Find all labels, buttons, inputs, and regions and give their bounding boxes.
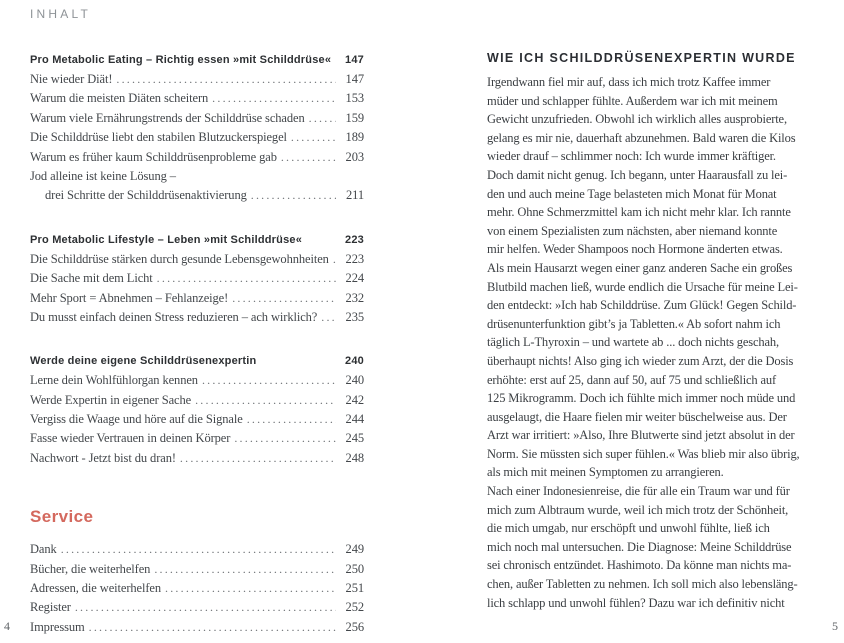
toc-entry-label: Fasse wieder Vertrauen in deinen Körper (30, 431, 231, 446)
dot-leader (154, 562, 336, 577)
toc-entry-label: Die Schilddrüse liebt den stabilen Blutzuckerspiegel (30, 130, 287, 145)
body-line: Irgendwann fiel mir auf, dass ich mich trotz Kaffee immer (487, 75, 771, 89)
body-line: chen, außer Tabletten zu nehmen. Ich soll mich also lebensläng- (487, 577, 798, 592)
toc-entry[interactable] (30, 600, 364, 619)
toc-entry-label: Adressen, die weiterhelfen (30, 581, 162, 596)
toc-section-title: Pro Metabolic Eating – Richtig essen »mit Schilddrüse« (30, 54, 332, 66)
body-line: erhöhte: erst auf 25, dann auf 50, auf 75 und schließlich auf (487, 372, 777, 387)
body-line: Norm. Sie müssten sich super fühlen.« Was blieb mir also übrig, (487, 446, 800, 461)
body-line: die mich umgab, nur erschöpft und unwohl fühlte, ließ ich (487, 521, 770, 536)
body-line: gelang es mir nie, dauerhaft abzunehmen. Bald waren die Kilos (487, 130, 796, 145)
toc-entry-page-number: 223 (345, 251, 364, 266)
toc-entry-label: Impressum (30, 619, 85, 634)
body-line: mehr. Ohne Schmerzmittel kam ich nicht mehr klar. Ich rannte (487, 205, 791, 220)
toc-entry-label: Jod alleine ist keine Lösung – (30, 168, 176, 183)
toc-section (30, 234, 364, 330)
toc-entry-label: Nachwort - Jetzt bist du dran! (30, 450, 176, 465)
body-line: von einem Spezialisten zum nächsten, aber niemand konnte (487, 223, 778, 238)
dot-leader (157, 271, 336, 286)
dot-leader (281, 150, 336, 165)
toc-entry-page-number: 252 (345, 600, 364, 615)
toc-entry-label: drei Schritte der Schilddrüsenaktivierung (45, 188, 247, 203)
dot-leader (61, 542, 336, 557)
toc-entry-page-number: 189 (345, 130, 364, 145)
toc-entry-label: Werde Expertin in eigener Sache (30, 392, 192, 407)
toc-entry[interactable] (30, 150, 364, 169)
toc-entry[interactable] (30, 562, 364, 581)
dot-leader (291, 130, 336, 145)
toc-entry[interactable] (30, 393, 364, 412)
toc-entry-page-number: 224 (345, 271, 364, 286)
body-line: müder und schlapper fühlte. Außerdem war ich mit meinem (487, 93, 778, 108)
toc-entry-label: Warum es früher kaum Schilddrüsenprobleme gab (30, 149, 277, 164)
body-line: täglich L-Thyroxin – und wartete ab ... doch nichts geschah, (487, 335, 779, 350)
dot-leader (75, 600, 336, 615)
toc-entry[interactable] (30, 188, 364, 207)
body-line: Als mein Hausarzt wegen einer ganz anderen Sache ein großes (487, 260, 793, 275)
toc-entry[interactable] (30, 91, 364, 110)
toc-entry-page-number: 235 (345, 309, 364, 324)
toc-entry-label: Nie wieder Diät! (30, 72, 113, 86)
running-head-inhalt: INHALT (30, 7, 91, 21)
toc-entry-label: Mehr Sport = Abnehmen – Fehlanzeige! (30, 290, 229, 305)
dot-leader (116, 72, 336, 87)
chapter-title: WIE ICH SCHILDDRÜSENEXPERTIN WURDE (487, 51, 796, 65)
body-line: Gewicht unzufrieden. Obwohl ich wirklich alles ausprobierte, (487, 112, 787, 127)
body-line: Blutbild machen ließ, wurde endlich die Ursache für meine Lei- (487, 279, 798, 294)
toc-entry-page-number: 147 (345, 72, 364, 86)
toc-section-title: Werde deine eigene Schilddrüsenexpertin (30, 355, 257, 368)
toc-entry-label: Warum viele Ernährungstrends der Schilddrüse schaden (30, 110, 305, 125)
toc-entry-page-number: 211 (346, 188, 364, 203)
toc-entry[interactable] (30, 310, 364, 329)
toc-entry-label: Die Sache mit dem Licht (30, 271, 153, 286)
dot-leader (180, 451, 336, 466)
dot-leader (321, 310, 336, 325)
body-line: Arzt war irritiert: »Also, Ihre Blutwerte sind jetzt absolut in der (487, 428, 795, 443)
toc-entry-page-number: 249 (345, 542, 364, 557)
toc-entry-page-number: 203 (345, 149, 364, 164)
toc-section-heading (30, 355, 364, 367)
toc-entry[interactable] (30, 412, 364, 431)
body-line: 125 Mikrogramm. Doch ich fühlte mich immer noch müde und (487, 391, 796, 406)
body-line: lich schlapp und unwohl fühlen? Dazu war ich definitiv nicht (487, 595, 785, 610)
toc-entry-page-number: 250 (345, 561, 364, 576)
table-of-contents (30, 54, 364, 639)
toc-section-page-number: 240 (345, 355, 364, 368)
toc-entry-page-number: 248 (345, 450, 364, 465)
toc-entry[interactable] (30, 451, 364, 470)
body-line: den und auch meine Tage belasteten mich Monat für Monat (487, 186, 777, 201)
body-line: mich zum Albtraum wurde, weil ich mich trotz der Schönheit, (487, 502, 789, 517)
toc-entry[interactable] (30, 130, 364, 149)
page-number-left: 4 (4, 619, 10, 633)
toc-entry-label: Die Schilddrüse stärken durch gesunde Lebensgewohnheiten (30, 251, 329, 266)
toc-entry[interactable] (30, 252, 364, 271)
toc-entry[interactable] (30, 581, 364, 600)
body-line: überhaupt nichts! Also ging ich wieder zum Arzt, der die Dosis (487, 353, 794, 368)
toc-entry-page-number: 242 (345, 392, 364, 407)
toc-entry-label: Warum die meisten Diäten scheitern (30, 91, 209, 106)
toc-entry-page-number: 232 (345, 290, 364, 305)
toc-entry-label: Bücher, die weiterhelfen (30, 561, 151, 576)
toc-entry-list (30, 373, 364, 470)
toc-entry[interactable] (30, 291, 364, 310)
toc-entry[interactable] (30, 72, 364, 91)
toc-entry[interactable] (30, 271, 364, 290)
toc-section (30, 54, 364, 208)
toc-section-page-number: 223 (345, 233, 364, 246)
toc-entry-page-number: 244 (345, 412, 364, 427)
toc-entry-label: Vergiss die Waage und höre auf die Signale (30, 412, 243, 427)
body-line: mich noch mal untersuchen. Die Diagnose: Meine Schilddrüse (487, 539, 792, 554)
toc-section-page-number: 147 (345, 54, 364, 66)
toc-section-heading (30, 234, 364, 246)
body-line: Doch damit nicht genug. Ich begann, unter Haarausfall zu lei- (487, 167, 788, 182)
toc-entry[interactable] (30, 542, 364, 561)
dot-leader (165, 581, 336, 596)
toc-entry-page-number: 240 (345, 373, 364, 388)
toc-entry-label: Du musst einfach deinen Stress reduzieren – ach wirklich? (30, 309, 318, 324)
toc-entry[interactable] (30, 373, 364, 392)
dot-leader (89, 620, 336, 635)
body-line: mir helfen. Weder Shampoos noch Hormone änderten etwas. (487, 242, 783, 257)
dot-leader (234, 431, 336, 446)
body-line: sei chronisch entzündet. Hashimoto. Da könne man nichts ma- (487, 558, 792, 573)
toc-entry-label: Register (30, 600, 71, 615)
toc-entry-page-number: 251 (345, 581, 364, 596)
toc-entry[interactable] (30, 169, 364, 188)
dot-leader (251, 188, 336, 203)
dot-leader (212, 91, 336, 106)
toc-entry-page-number: 256 (345, 619, 364, 634)
dot-leader (309, 111, 336, 126)
dot-leader (247, 412, 336, 427)
toc-entry-label: Lerne dein Wohlfühlorgan kennen (30, 373, 198, 388)
body-line: wieder drauf – schlimmer noch: Ich wurde immer kräftiger. (487, 149, 776, 164)
body-line: den entdeckt: »Ich hab Schilddrüse. Zum Glück! Gegen Schild- (487, 298, 797, 313)
toc-entry-page-number: 159 (345, 110, 364, 125)
toc-entry[interactable] (30, 111, 364, 130)
dot-leader (202, 373, 336, 388)
toc-entry-page-number: 153 (345, 91, 364, 106)
dot-leader (333, 252, 336, 267)
dot-leader (232, 291, 336, 306)
toc-entry-list (30, 72, 364, 208)
body-line: als mich mit meinen Symptomen zu arrangieren. (487, 465, 724, 480)
chapter-body (487, 73, 821, 612)
toc-entry-list (30, 542, 364, 639)
toc-entry-label: Dank (30, 542, 57, 557)
page-number-right: 5 (832, 619, 838, 633)
body-line: drüsenunterfunktion gibt’s ja Tabletten.« Ab sofort nahm ich (487, 316, 781, 331)
chapter-article (487, 51, 821, 612)
toc-entry-page-number: 245 (345, 431, 364, 446)
body-line: ausgelaugt, die Haare fielen mir weiter büschelweise aus. Der (487, 409, 787, 424)
toc-section-heading (30, 507, 364, 527)
toc-entry[interactable] (30, 620, 364, 639)
toc-section (30, 507, 364, 639)
toc-section (30, 355, 364, 470)
toc-entry[interactable] (30, 431, 364, 450)
toc-section-heading (30, 54, 364, 66)
body-line: Nach einer Indonesienreise, die für alle ein Traum war und für (487, 484, 790, 499)
toc-section-title: Pro Metabolic Lifestyle – Leben »mit Schilddrüse« (30, 233, 303, 246)
toc-section-title: Service (30, 507, 94, 527)
dot-leader (195, 393, 336, 408)
toc-entry-list (30, 252, 364, 330)
